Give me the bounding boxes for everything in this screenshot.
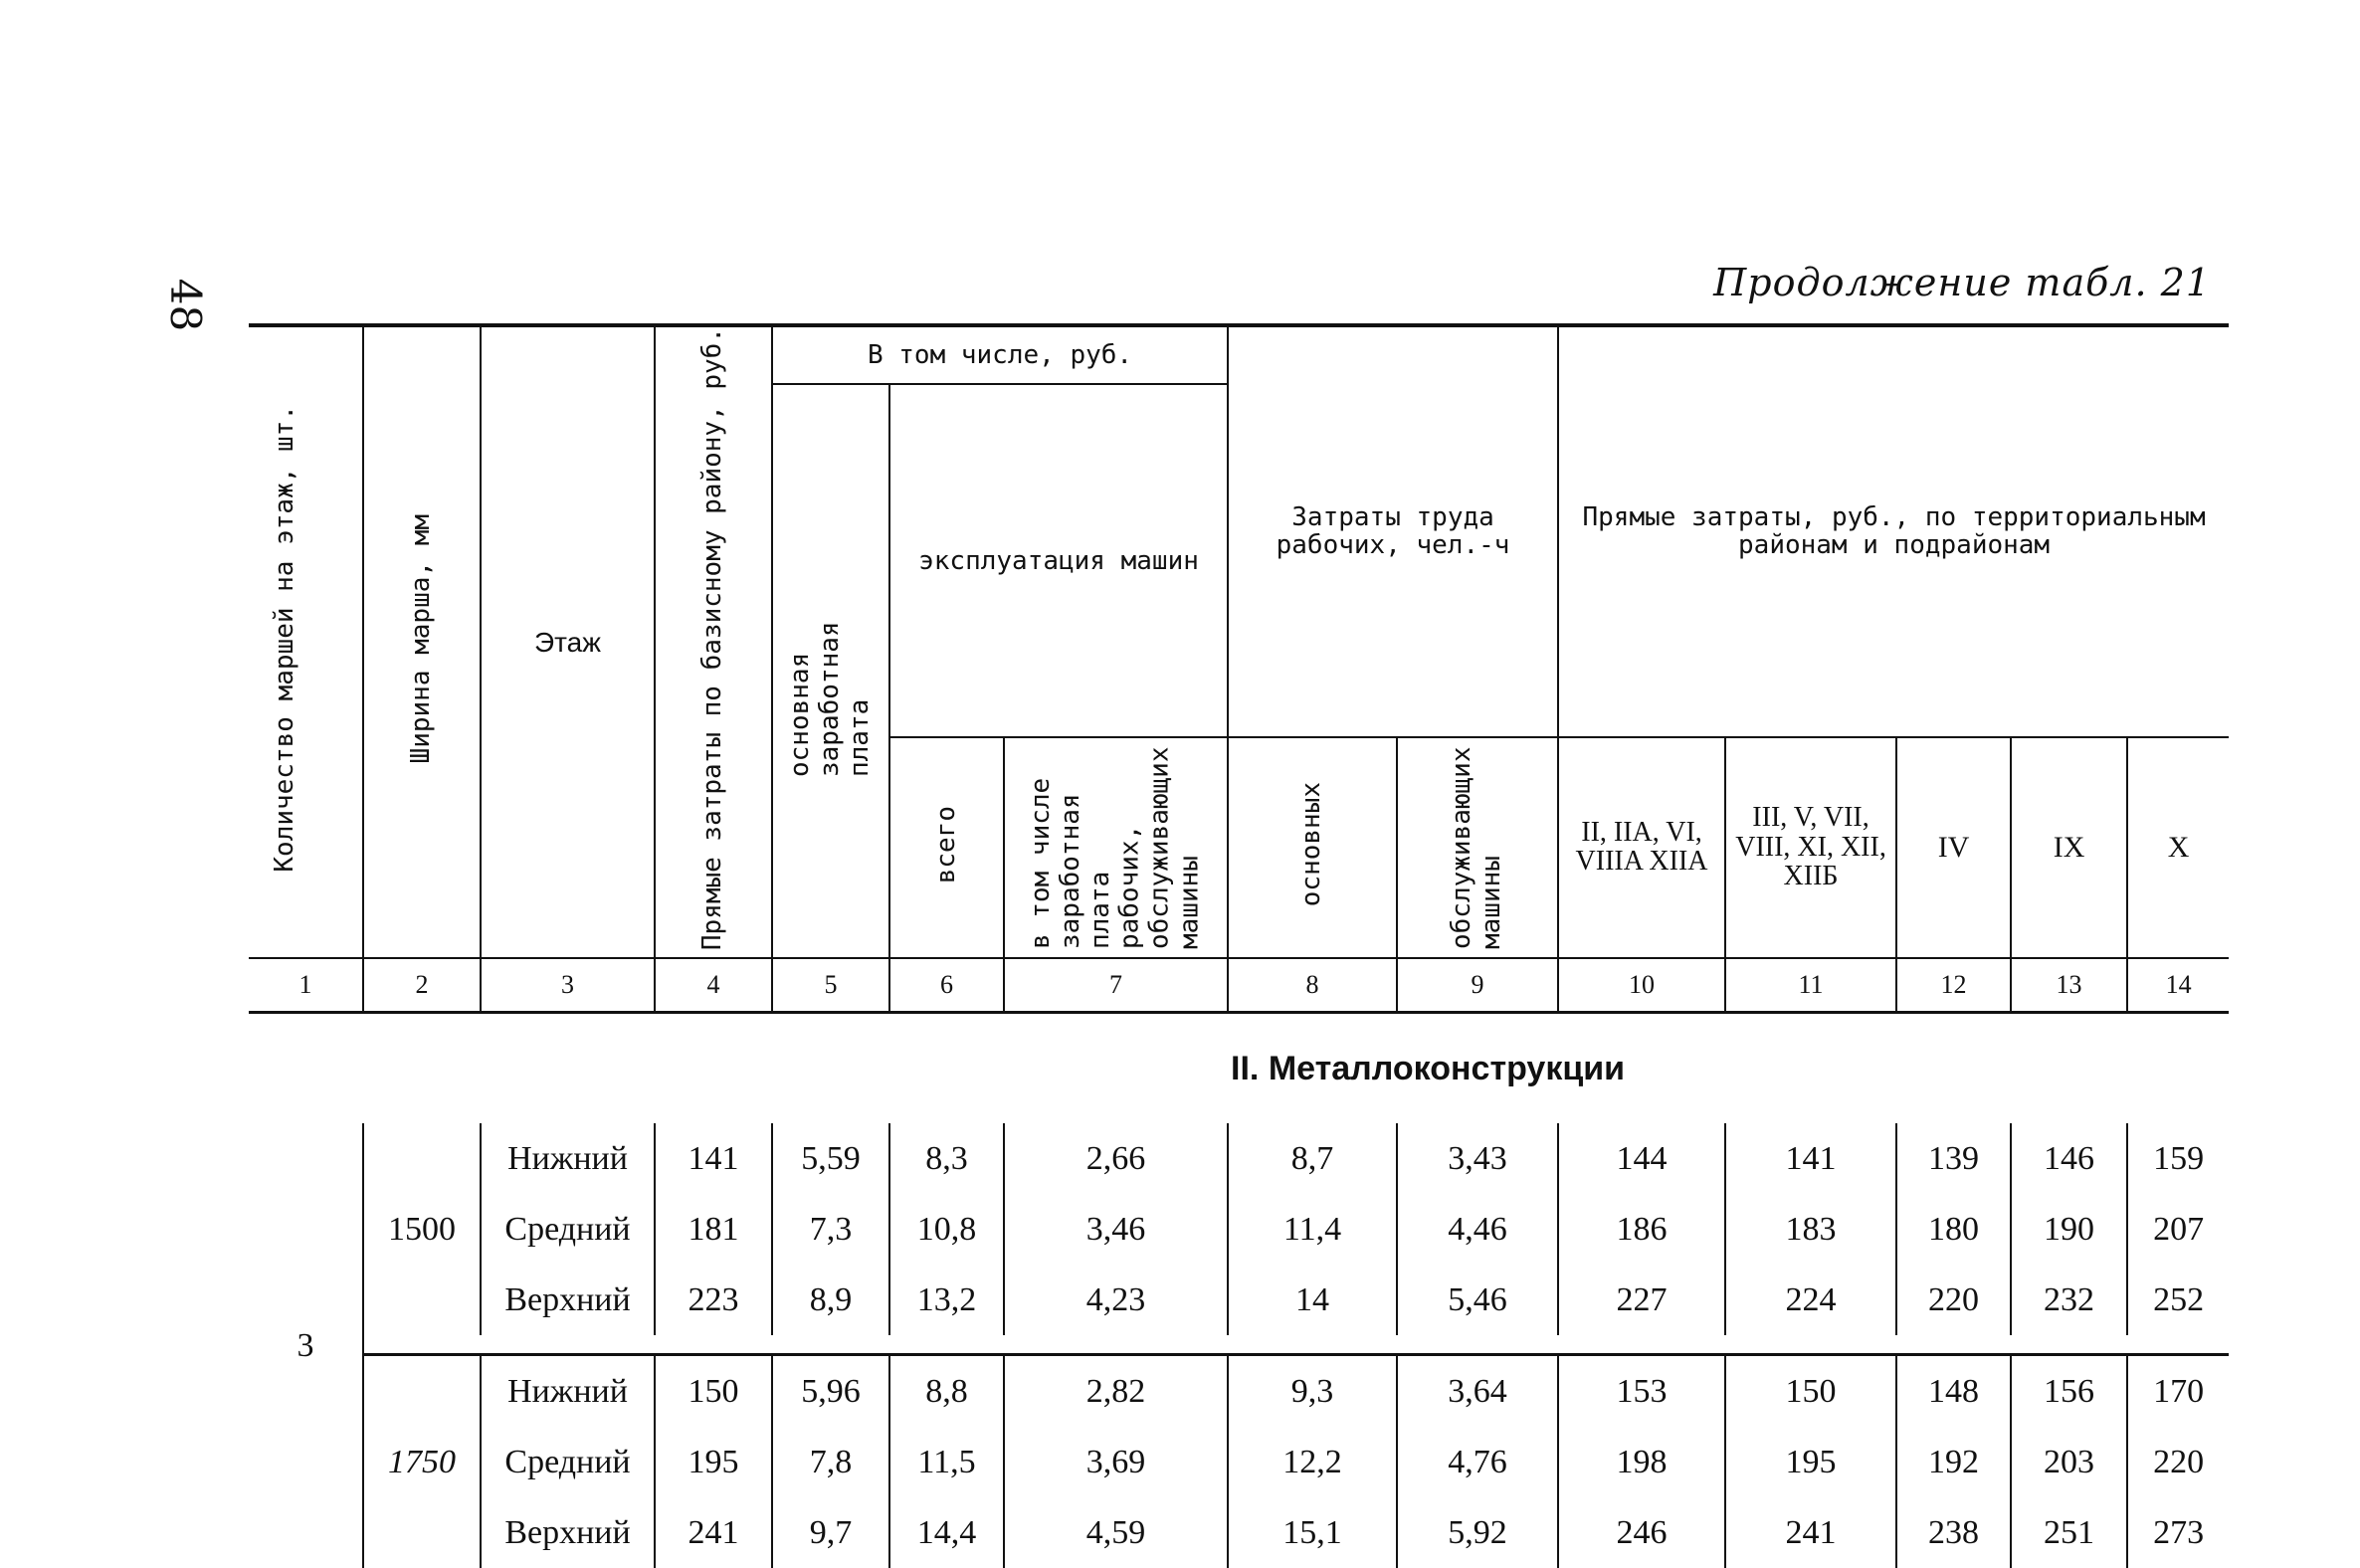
- column-number: 6: [889, 958, 1004, 1013]
- cell: 10,8: [889, 1194, 1004, 1265]
- cell: 220: [1896, 1265, 2011, 1335]
- header-col-12: [1896, 737, 2011, 958]
- header-col-5: [772, 384, 889, 958]
- group-separator-line: [363, 1335, 2229, 1355]
- column-number: 2: [363, 958, 481, 1013]
- table-row: [249, 1427, 2229, 1497]
- cell: 238: [1896, 1497, 2011, 1568]
- column-number: 14: [2127, 958, 2229, 1013]
- cell: 195: [655, 1427, 772, 1497]
- cell: 170: [2127, 1355, 2229, 1428]
- cell: 207: [2127, 1194, 2229, 1265]
- header-group-labor-text: Затраты труда рабочих, чел.-ч: [1276, 501, 1510, 561]
- column-number: 4: [655, 958, 772, 1013]
- cell: 232: [2011, 1265, 2127, 1335]
- cell: 12,2: [1228, 1427, 1397, 1497]
- header-col-4-text: Прямые затраты по базисному району, руб.: [697, 327, 728, 951]
- cell: 224: [1725, 1265, 1896, 1335]
- cell: 5,92: [1397, 1497, 1558, 1568]
- header-col-1-text: Количество маршей на этаж, шт.: [270, 405, 299, 873]
- header-col-8: [1228, 737, 1397, 958]
- header-col-6: [889, 737, 1004, 958]
- header-col-11: [1725, 737, 1896, 958]
- column-number: 7: [1004, 958, 1228, 1013]
- cell: 14,4: [889, 1497, 1004, 1568]
- column-number: 9: [1397, 958, 1558, 1013]
- header-col-1: [249, 325, 363, 958]
- cell: 4,59: [1004, 1497, 1228, 1568]
- cell: 148: [1896, 1355, 2011, 1428]
- cell: 241: [655, 1497, 772, 1568]
- column-number: 3: [481, 958, 655, 1013]
- floor-name: Нижний: [481, 1123, 655, 1194]
- table-row: [249, 1265, 2229, 1335]
- header-col-3-text: Этаж: [534, 626, 601, 658]
- header-row-1: [249, 325, 2229, 384]
- header-col-2-text: Ширина марша, мм: [406, 513, 437, 764]
- cost-table: [249, 323, 2229, 1568]
- column-number: 1: [249, 958, 363, 1013]
- cell: 180: [1896, 1194, 2011, 1265]
- cell: 8,8: [889, 1355, 1004, 1428]
- cell: 141: [655, 1123, 772, 1194]
- header-col-14: [2127, 737, 2229, 958]
- header-col-14-text: X: [2167, 831, 2190, 865]
- section-title: [249, 1013, 2229, 1124]
- cell: 2,82: [1004, 1355, 1228, 1428]
- cell: 246: [1558, 1497, 1725, 1568]
- cell: 159: [2127, 1123, 2229, 1194]
- cell: 220: [2127, 1427, 2229, 1497]
- march-width: 1750: [363, 1355, 481, 1568]
- header-col-12-text: IV: [1937, 831, 1970, 865]
- cell: 11,5: [889, 1427, 1004, 1497]
- cell: 13,2: [889, 1265, 1004, 1335]
- table-row: [249, 1355, 2229, 1428]
- section-title-text: II. Металлоконструкции: [1231, 1049, 1626, 1087]
- header-col-13: [2011, 737, 2127, 958]
- header-group-labor: [1228, 325, 1558, 737]
- column-number: 8: [1228, 958, 1397, 1013]
- header-col-13-text: IX: [2053, 831, 2085, 865]
- header-col-7-text: в том числе заработная плата рабочих, обслуживающих машины: [1025, 746, 1205, 949]
- column-number-row: [249, 958, 2229, 1013]
- header-group-direct: [1558, 325, 2229, 737]
- page-number: 48: [161, 278, 211, 332]
- cell: 3,43: [1397, 1123, 1558, 1194]
- cell: 252: [2127, 1265, 2229, 1335]
- cell: 8,9: [772, 1265, 889, 1335]
- cell: 203: [2011, 1427, 2127, 1497]
- column-number: 10: [1558, 958, 1725, 1013]
- header-group-incl-text: В том числе, руб.: [867, 340, 1133, 370]
- floor-name: Нижний: [481, 1355, 655, 1428]
- cell: 9,3: [1228, 1355, 1397, 1428]
- cell: 156: [2011, 1355, 2127, 1428]
- table-row: [249, 1497, 2229, 1568]
- cell: 3,46: [1004, 1194, 1228, 1265]
- column-number: 12: [1896, 958, 2011, 1013]
- cell: 144: [1558, 1123, 1725, 1194]
- header-group-incl: [772, 325, 1228, 384]
- cell: 5,96: [772, 1355, 889, 1428]
- floor-name: Верхний: [481, 1265, 655, 1335]
- table-row: [249, 1194, 2229, 1265]
- header-col-8-text: основных: [1296, 782, 1327, 907]
- cell: 150: [1725, 1355, 1896, 1428]
- cell: 14: [1228, 1265, 1397, 1335]
- column-number: 11: [1725, 958, 1896, 1013]
- cell: 146: [2011, 1123, 2127, 1194]
- section-row: [249, 1013, 2229, 1124]
- column-number: 5: [772, 958, 889, 1013]
- cell: 141: [1725, 1123, 1896, 1194]
- cell: 3,69: [1004, 1427, 1228, 1497]
- cell: 192: [1896, 1427, 2011, 1497]
- cell: 9,7: [772, 1497, 889, 1568]
- cell: 241: [1725, 1497, 1896, 1568]
- header-col-11-text: III, V, VII, VIII, XI, XII, XIIБ: [1735, 802, 1886, 892]
- cell: 4,23: [1004, 1265, 1228, 1335]
- header-col-5-text: основная заработная плата: [785, 621, 875, 778]
- header-col-7: [1004, 737, 1228, 958]
- cell: 11,4: [1228, 1194, 1397, 1265]
- cell: 4,46: [1397, 1194, 1558, 1265]
- march-width: 1500: [363, 1123, 481, 1335]
- cell: 3,64: [1397, 1355, 1558, 1428]
- cell: 7,3: [772, 1194, 889, 1265]
- cell: 4,76: [1397, 1427, 1558, 1497]
- cell: 5,59: [772, 1123, 889, 1194]
- cell: 223: [655, 1265, 772, 1335]
- cell: 150: [655, 1355, 772, 1428]
- cell: 8,7: [1228, 1123, 1397, 1194]
- header-col-2: [363, 325, 481, 958]
- cell: 7,8: [772, 1427, 889, 1497]
- header-col-9: [1397, 737, 1558, 958]
- header-col-6-text: всего: [930, 805, 961, 883]
- header-col-10-text: II, IIA, VI, VIIIA XIIA: [1575, 816, 1708, 878]
- header-group-exploit: [889, 384, 1228, 737]
- cell: 198: [1558, 1427, 1725, 1497]
- floor-name: Верхний: [481, 1497, 655, 1568]
- header-col-3: [481, 325, 655, 958]
- header-col-9-text: обслуживающих машины: [1447, 746, 1507, 949]
- table-caption: Продолжение табл. 21: [1713, 261, 2211, 304]
- cell: 2,66: [1004, 1123, 1228, 1194]
- cell: 186: [1558, 1194, 1725, 1265]
- marches-count: 3: [296, 1326, 314, 1364]
- cell: 139: [1896, 1123, 2011, 1194]
- cell: 153: [1558, 1355, 1725, 1428]
- cell: 181: [655, 1194, 772, 1265]
- floor-name: Средний: [481, 1427, 655, 1497]
- header-col-10: [1558, 737, 1725, 958]
- cell: 5,46: [1397, 1265, 1558, 1335]
- cell: 190: [2011, 1194, 2127, 1265]
- table-row: [249, 1123, 2229, 1194]
- group-separator: [249, 1335, 2229, 1355]
- header-col-4: [655, 325, 772, 958]
- header-group-exploit-text: эксплуатация машин: [918, 545, 1199, 576]
- cell: 227: [1558, 1265, 1725, 1335]
- header-group-direct-text: Прямые затраты, руб., по территориальным районам и подрайонам: [1582, 501, 2206, 561]
- cell: 195: [1725, 1427, 1896, 1497]
- cell: 8,3: [889, 1123, 1004, 1194]
- cell: 273: [2127, 1497, 2229, 1568]
- cell: 15,1: [1228, 1497, 1397, 1568]
- floor-name: Средний: [481, 1194, 655, 1265]
- cell: 251: [2011, 1497, 2127, 1568]
- cell: 183: [1725, 1194, 1896, 1265]
- column-number: 13: [2011, 958, 2127, 1013]
